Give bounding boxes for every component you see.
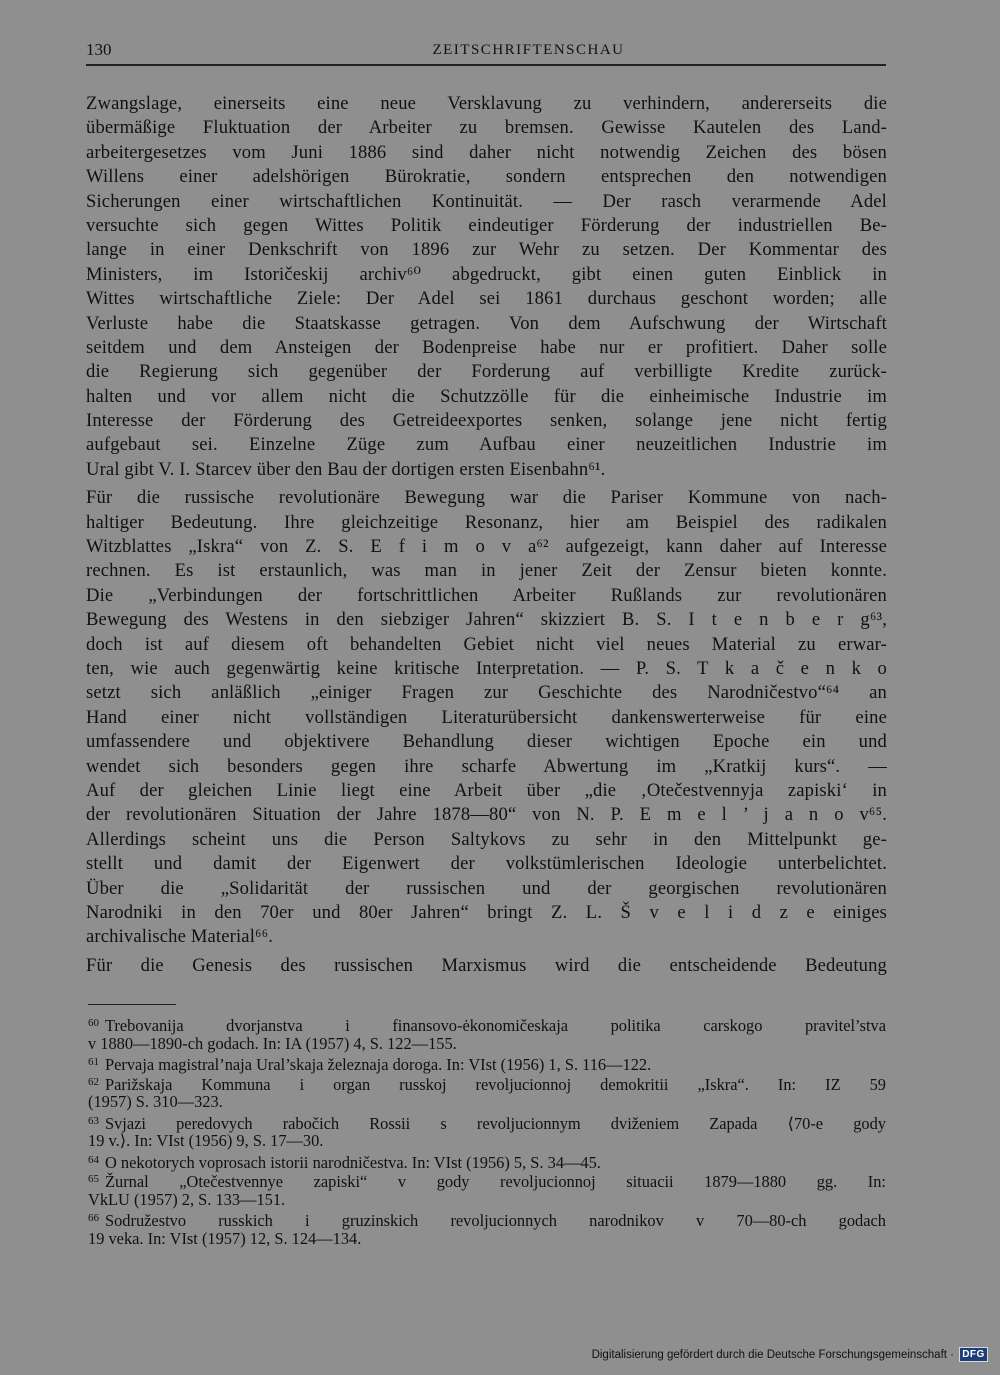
paragraph-1	[86, 92, 887, 482]
text-line: die Regierung sich gegenüber der Forderung auf verbilligte Kredite zurück-	[86, 361, 887, 383]
text-line: arbeitergesetzes vom Juni 1886 sind daher nicht notwendig Zeichen des bösen	[86, 141, 887, 163]
text-line: halten und vor allem nicht die Schutzzölle für die einheimische Industrie im	[86, 385, 887, 407]
footnote-line: 19 veka. In: VIst (1957) 12, S. 124—134.	[88, 1228, 362, 1248]
running-head: ZEITSCHRIFTENSCHAU	[432, 42, 625, 58]
paragraph-2	[86, 486, 887, 949]
text-line: Zwangslage, einerseits eine neue Versklavung zu verhindern, andererseits die	[86, 93, 887, 114]
text-line: Für die Genesis des russischen Marxismus wird die entscheidende Bedeutung	[86, 954, 887, 976]
credit-text: Digitalisierung gefördert durch die Deutsche Forschungsgemeinschaft ·	[591, 1348, 954, 1361]
footnote-66	[88, 1209, 886, 1248]
text-line: Sicherungen einer wirtschaftlichen Kontinuität. — Der rasch verarmende Adel	[86, 190, 887, 212]
text-line: Narodniki in den 70er und 80er Jahren“ bringt Z. L. Š v e l i d z e einiges	[86, 901, 887, 923]
text-line: der revolutionären Situation der Jahre 1878—80“ von N. P. E m e l ’ j a n o v⁶⁵.	[86, 804, 887, 826]
text-line: Hand einer nicht vollständigen Literaturübersicht dankenswerterweise für eine	[86, 706, 887, 728]
footnote-65	[88, 1170, 886, 1209]
footnotes	[88, 1014, 886, 1248]
footnote-number: 63	[88, 1114, 99, 1127]
text-line: versuchte sich gegen Wittes Politik eindeutiger Förderung der industriellen Be-	[86, 214, 887, 236]
footnote-line: VkLU (1957) 2, S. 133—151.	[88, 1189, 286, 1209]
text-line: setzt sich anläßlich „einiger Fragen zur Geschichte des Narodničestvo“⁶⁴ an	[86, 682, 887, 704]
footnote-line: $^{64}$ O nekotorych voprosach istorii narodničestva. In: VIst (1956) 5, S. 34—45.	[88, 1152, 601, 1172]
footnote-62	[88, 1073, 886, 1112]
text-line: wendet sich besonders gegen ihre scharfe Abwertung im „Kratkij kurs“. —	[86, 755, 887, 777]
footnote-60	[88, 1014, 886, 1053]
footnote-64	[88, 1151, 886, 1171]
footnote-number: 61	[88, 1056, 99, 1068]
text-line: Auf der gleichen Linie liegt eine Arbeit über „die ‚Otečestvennyja zapiski‘ in	[86, 779, 887, 801]
text-line: stellt und damit der Eigenwert der volkstümlerischen Ideologie unterbelichtet.	[86, 853, 887, 875]
text-line: aufgebaut sei. Einzelne Züge zum Aufbau einer neuzeitlichen Industrie im	[86, 434, 887, 456]
text-line: doch ist auf diesem oft behandelten Gebiet nicht viel neues Material zu erwar-	[86, 633, 887, 655]
body-text	[86, 92, 887, 978]
text-line: ten, wie auch gegenwärtig keine kritische Interpretation. — P. S. T k a č e n k o	[86, 657, 887, 679]
footnote-line: v 1880—1890-ch godach. In: IA (1957) 4, S. 122—155.	[88, 1033, 457, 1053]
text-line: seitdem und dem Ansteigen der Bodenpreise habe nur er profitiert. Daher solle	[86, 336, 887, 358]
text-line: Willens einer adelshörigen Bürokratie, sondern entsprechen den notwendigen	[86, 166, 887, 188]
footnote-line: $^{63}$ Svjazi peredovych rabočich Rossii s revoljucionnym dviženiem Zapada ⟨70-e gody	[88, 1113, 886, 1133]
text-line: Allerdings scheint uns die Person Saltykovs zu sehr in den Mittelpunkt ge-	[86, 828, 887, 850]
footnote-number: 65	[88, 1173, 99, 1185]
footnote-line: $^{62}$ Parižskaja Kommuna i organ russkoj revoljucionnoj demokritii „Iskra“. In: IZ 59	[88, 1074, 886, 1094]
footnote-number: 62	[88, 1075, 99, 1088]
text-line: Interesse der Förderung des Getreideexportes senken, solange jene nicht fertig	[86, 410, 887, 432]
text-line: Über die „Solidarität der russischen und der georgischen revolutionären	[86, 877, 887, 899]
digitization-credit	[592, 1347, 988, 1362]
footnote-line: $^{65}$ Žurnal „Otečestvennye zapiski“ v gody revoljucionnoj situacii 1879—1880 gg. In:	[88, 1172, 886, 1191]
footnote-line: $^{60}$ Trebovanija dvorjanstva i finansovo-ėkonomičeskaja politika carskogo pravitel’stva	[88, 1016, 886, 1035]
footnote-number: 64	[88, 1153, 99, 1166]
text-line: Ural gibt V. I. Starcev über den Bau der dortigen ersten Eisenbahn⁶¹.	[86, 458, 606, 480]
paragraph-3	[86, 954, 887, 978]
text-line: rechnen. Es ist erstaunlich, was man in jener Zeit der Zensur bieten konnte.	[86, 560, 887, 582]
text-line: Verluste habe die Staatskasse getragen. Von dem Aufschwung der Wirtschaft	[86, 312, 887, 334]
page-number: 130	[86, 40, 112, 59]
footnote-61	[88, 1053, 886, 1073]
text-line: Wittes wirtschaftliche Ziele: Der Adel sei 1861 durchaus geschont worden; alle	[86, 288, 887, 310]
text-line: haltiger Bedeutung. Ihre gleichzeitige Resonanz, hier am Beispiel des radikalen	[86, 511, 887, 533]
footnote-line: 19 v.⟩. In: VIst (1956) 9, S. 17—30.	[88, 1131, 324, 1150]
text-line: archivalische Material⁶⁶.	[86, 926, 274, 948]
text-line: Die „Verbindungen der fortschrittlichen Arbeiter Rußlands zur revolutionären	[86, 584, 887, 606]
footnote-line: (1957) S. 310—323.	[88, 1092, 223, 1111]
text-line: übermäßige Fluktuation der Arbeiter zu bremsen. Gewisse Kautelen des Land-	[86, 117, 887, 139]
text-line: lange in einer Denkschrift von 1896 zur Wehr zu setzen. Der Kommentar des	[86, 239, 887, 261]
text-line: Bewegung des Westens in den siebziger Jahren“ skizziert B. S. I t e n b e r g⁶³,	[86, 609, 887, 631]
footnote-number: 66	[88, 1212, 99, 1224]
page-header	[86, 40, 886, 66]
footnote-line: $^{61}$ Pervaja magistral’naja Ural’skaja železnaja doroga. In: VIst (1956) 1, S. 116—122.	[88, 1055, 652, 1074]
text-line: Für die russische revolutionäre Bewegung war die Pariser Kommune von nach-	[86, 487, 887, 509]
dfg-logo-icon: DFG	[959, 1347, 988, 1362]
text-line: Witzblattes „Iskra“ von Z. S. E f i m o v a⁶² aufgezeigt, kann daher auf Interesse	[86, 536, 887, 558]
footnote-divider	[88, 1004, 176, 1005]
footnote-line: $^{66}$ Sodružestvo russkich i gruzinskich revoljucionnych narodnikov v 70—80-ch godach	[88, 1211, 886, 1230]
footnote-number: 60	[88, 1017, 99, 1029]
text-line: umfassendere und objektivere Behandlung dieser wichtigen Epoche ein und	[86, 731, 887, 753]
text-line: Ministers, im Istoričeskij archiv⁶⁰ abgedruckt, gibt einen guten Einblick in	[86, 263, 887, 285]
footnote-63	[88, 1112, 886, 1151]
